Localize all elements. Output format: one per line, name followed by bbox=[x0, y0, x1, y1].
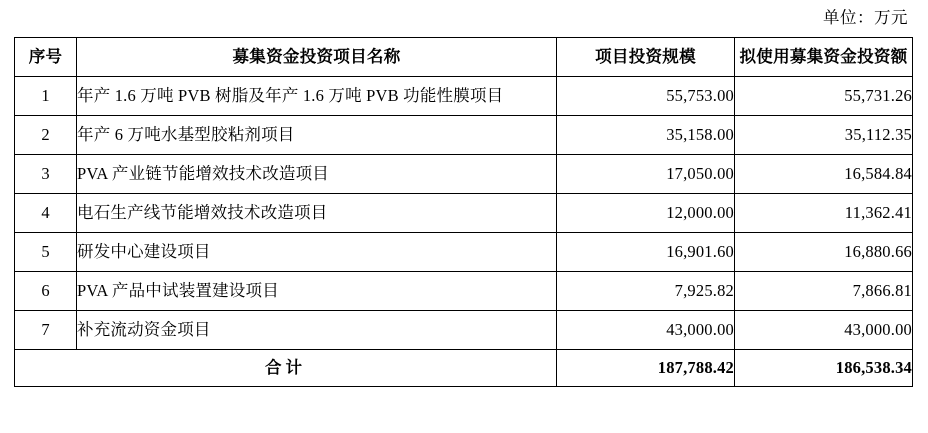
cell-index: 7 bbox=[15, 310, 77, 349]
unit-note: 单位：万元 bbox=[823, 8, 908, 27]
cell-project-name: PVA 产品中试装置建设项目 bbox=[77, 271, 557, 310]
cell-raised-fund-amount: 35,112.35 bbox=[735, 115, 913, 154]
table-row bbox=[15, 310, 913, 349]
table-row bbox=[15, 193, 913, 232]
cell-project-name: 年产 6 万吨水基型胶粘剂项目 bbox=[77, 115, 557, 154]
table-row bbox=[15, 76, 913, 115]
fundraising-projects-table bbox=[14, 37, 913, 387]
cell-index: 4 bbox=[15, 193, 77, 232]
cell-raised-fund-amount: 43,000.00 bbox=[735, 310, 913, 349]
cell-project-name: 年产 1.6 万吨 PVB 树脂及年产 1.6 万吨 PVB 功能性膜项目 bbox=[77, 76, 557, 115]
cell-project-name: 研发中心建设项目 bbox=[77, 232, 557, 271]
cell-index: 1 bbox=[15, 76, 77, 115]
cell-raised-fund-amount: 16,880.66 bbox=[735, 232, 913, 271]
table-row bbox=[15, 271, 913, 310]
table-row bbox=[15, 115, 913, 154]
column-header-project-name: 募集资金投资项目名称 bbox=[77, 37, 557, 76]
table-body bbox=[15, 76, 913, 386]
cell-index: 2 bbox=[15, 115, 77, 154]
cell-index: 5 bbox=[15, 232, 77, 271]
cell-raised-fund-amount: 7,866.81 bbox=[735, 271, 913, 310]
cell-total-label: 合计 bbox=[15, 349, 557, 386]
cell-index: 6 bbox=[15, 271, 77, 310]
column-header-raised-fund-amount: 拟使用募集资金投资额 bbox=[735, 37, 913, 76]
cell-investment-scale: 17,050.00 bbox=[557, 154, 735, 193]
cell-investment-scale: 16,901.60 bbox=[557, 232, 735, 271]
cell-total-raised-fund-amount: 186,538.34 bbox=[735, 349, 913, 386]
column-header-investment-scale: 项目投资规模 bbox=[557, 37, 735, 76]
cell-project-name: 电石生产线节能增效技术改造项目 bbox=[77, 193, 557, 232]
cell-project-name: 补充流动资金项目 bbox=[77, 310, 557, 349]
table-header bbox=[15, 37, 913, 76]
cell-investment-scale: 12,000.00 bbox=[557, 193, 735, 232]
cell-index: 3 bbox=[15, 154, 77, 193]
cell-raised-fund-amount: 16,584.84 bbox=[735, 154, 913, 193]
cell-investment-scale: 55,753.00 bbox=[557, 76, 735, 115]
cell-raised-fund-amount: 55,731.26 bbox=[735, 76, 913, 115]
cell-investment-scale: 7,925.82 bbox=[557, 271, 735, 310]
cell-raised-fund-amount: 11,362.41 bbox=[735, 193, 913, 232]
cell-total-investment-scale: 187,788.42 bbox=[557, 349, 735, 386]
table-header-row bbox=[15, 37, 913, 76]
table-total-row bbox=[15, 349, 913, 386]
cell-investment-scale: 43,000.00 bbox=[557, 310, 735, 349]
cell-project-name: PVA 产业链节能增效技术改造项目 bbox=[77, 154, 557, 193]
table-row bbox=[15, 232, 913, 271]
cell-investment-scale: 35,158.00 bbox=[557, 115, 735, 154]
column-header-index: 序号 bbox=[15, 37, 77, 76]
table-row bbox=[15, 154, 913, 193]
